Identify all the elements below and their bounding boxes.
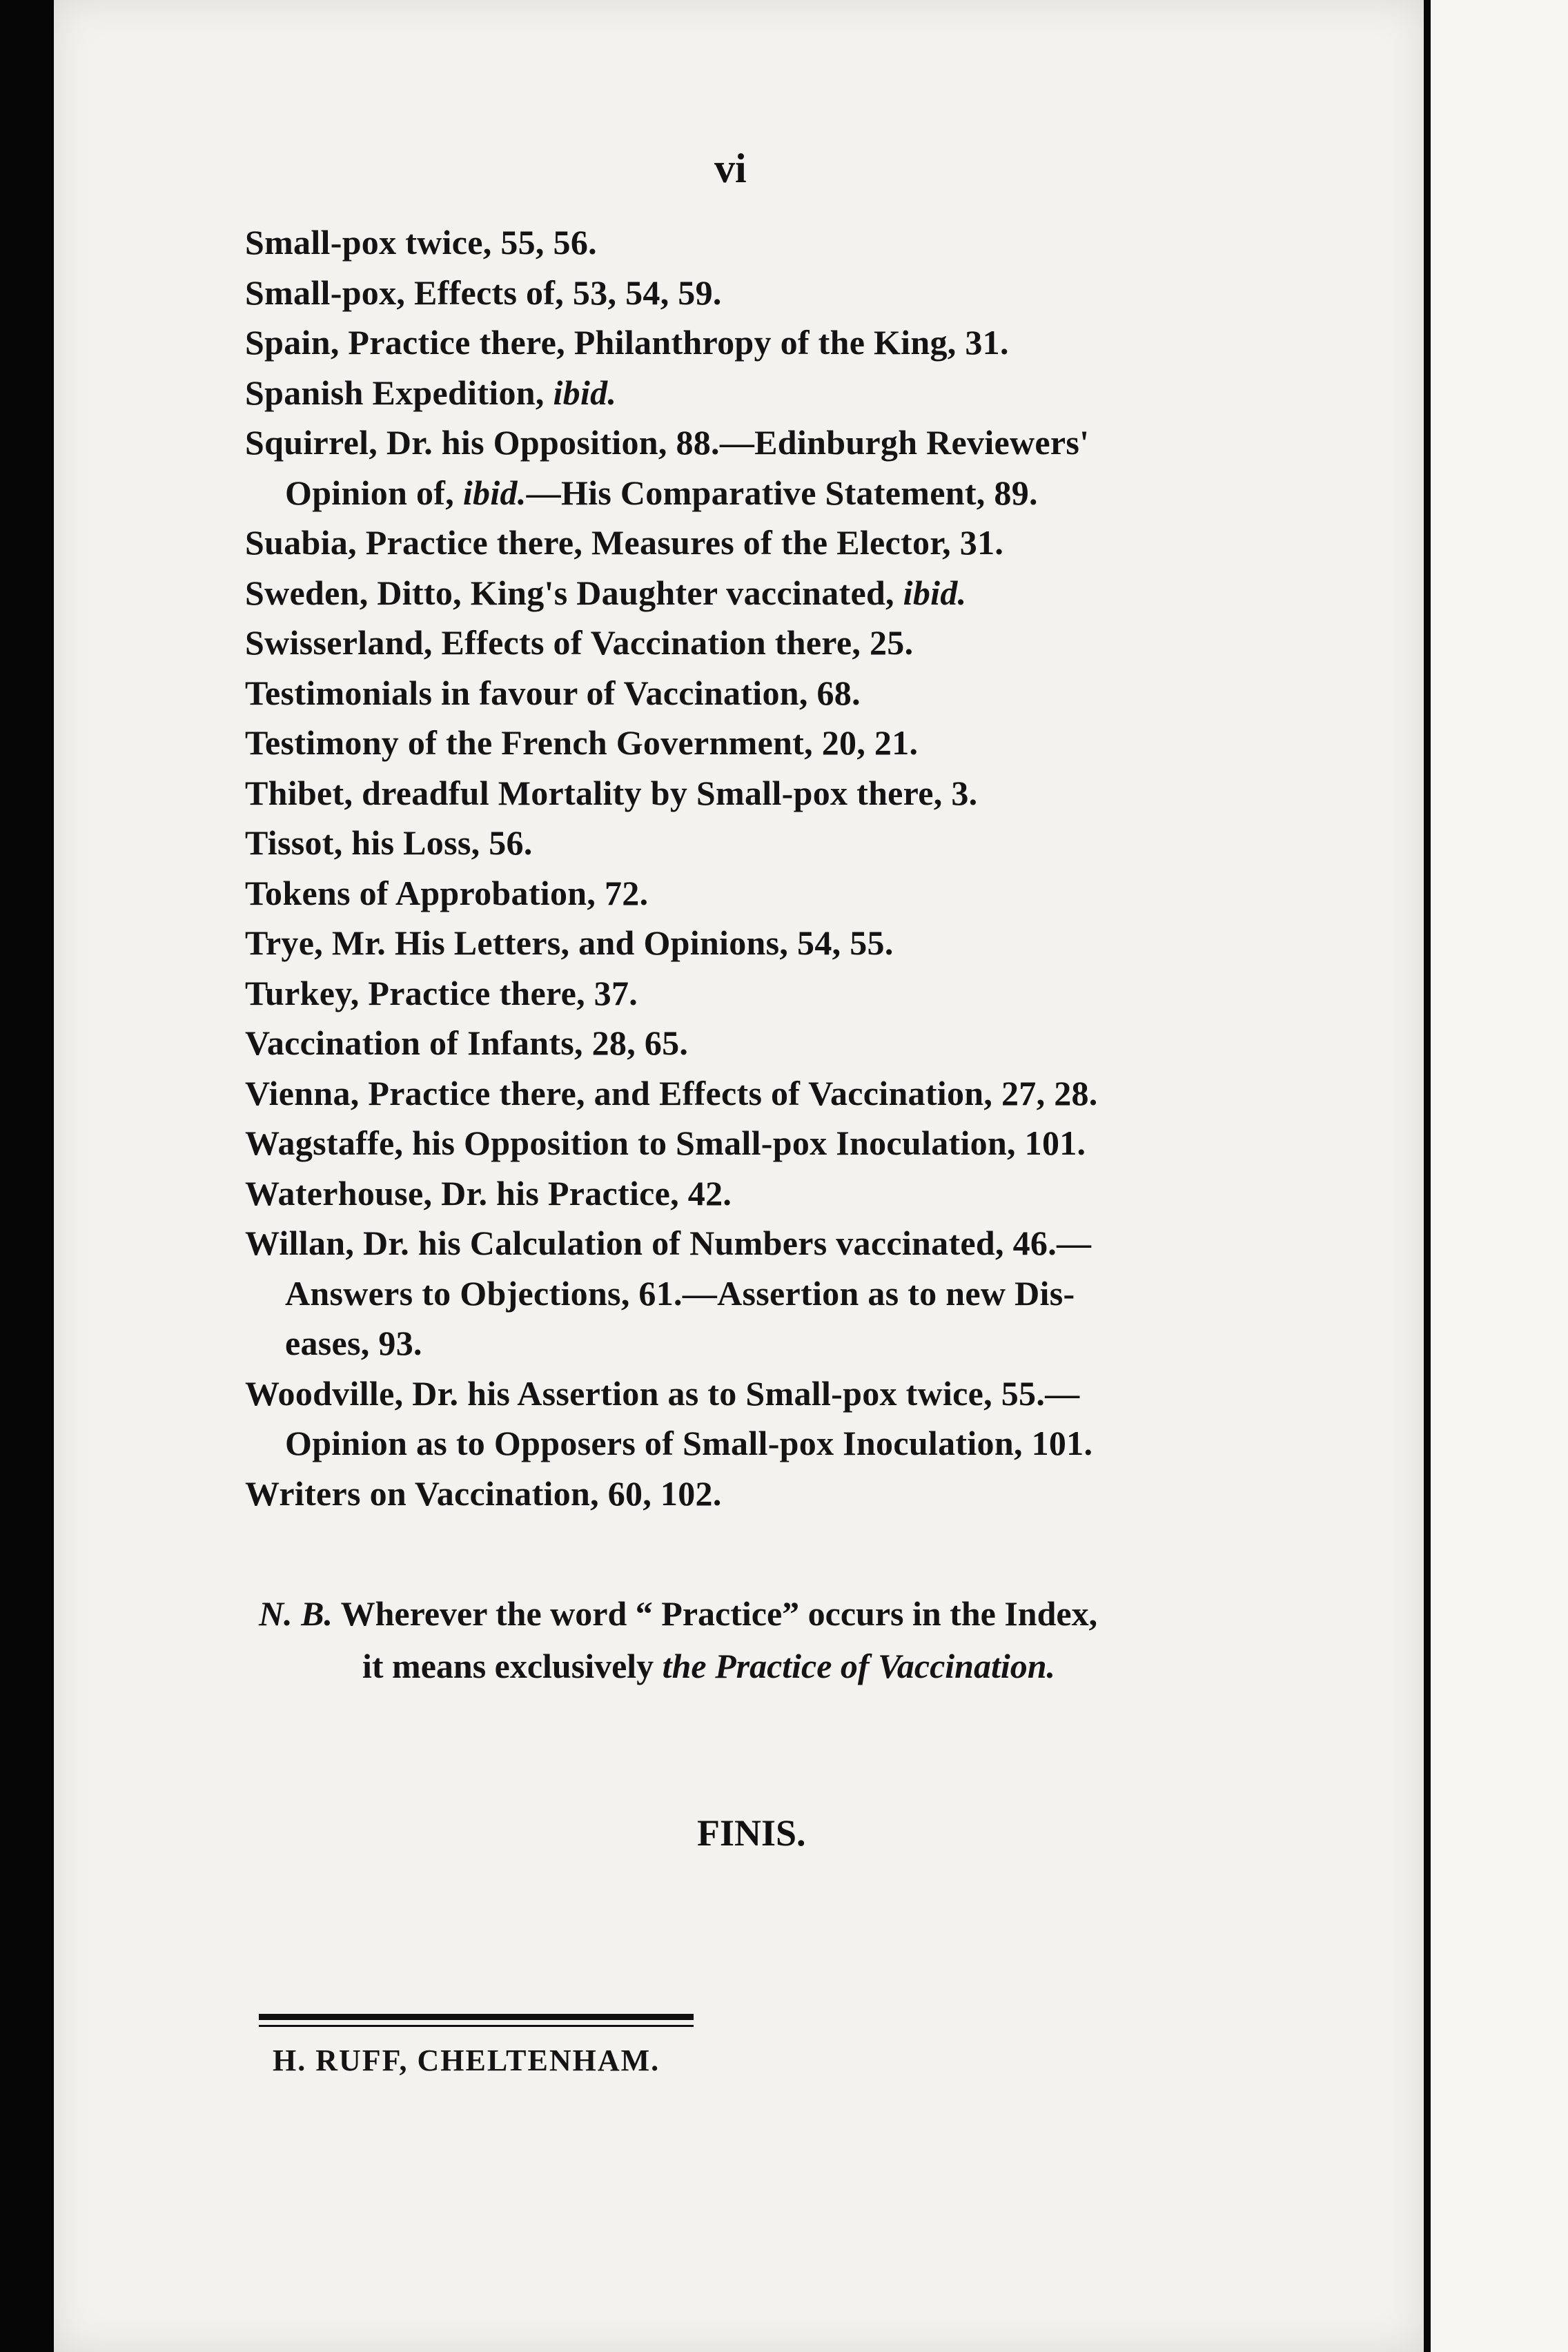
- note-label: N. B.: [259, 1594, 333, 1633]
- scan-left-margin: [0, 0, 54, 2352]
- index-entry: Turkey, Practice there, 37.: [245, 973, 638, 1012]
- adjacent-page-edge: [1424, 0, 1568, 2352]
- index-entry: Tokens of Approbation, 72.: [245, 873, 649, 912]
- index-entry: Small-pox twice, 55, 56.: [245, 223, 597, 262]
- index-entry: Testimony of the French Government, 20, 21.: [245, 723, 919, 762]
- index-entry: Writers on Vaccination, 60, 102.: [245, 1473, 722, 1513]
- index-entry: Thibet, dreadful Mortality by Small-pox there, 3.: [245, 773, 978, 812]
- printer-imprint: H. RUFF, CHELTENHAM.: [273, 2044, 660, 2077]
- index-entry: Woodville, Dr. his Assertion as to Small-pox twice, 55.— Opinion as to Opposers of Small-pox Inoculation, 101.: [245, 1369, 1294, 1469]
- index-entry: Willan, Dr. his Calculation of Numbers vaccinated, 46.— Answers to Objections, 61.—Assertion as to new Dis- eases, 93.: [245, 1218, 1294, 1369]
- index-entry: Testimonials in favour of Vaccination, 68.: [245, 673, 861, 712]
- index-entry: Trye, Mr. His Letters, and Opinions, 54, 55.: [245, 923, 894, 962]
- index-entry: Tissot, his Loss, 56.: [245, 823, 533, 862]
- index-entry: Squirrel, Dr. his Opposition, 88.—Edinburgh Reviewers' Opinion of, ibid.—His Comparative Statement, 89.: [245, 418, 1294, 518]
- index-entry-continuation: Answers to Objections, 61.—Assertion as to new Dis-: [285, 1273, 1075, 1313]
- index-entries: [245, 217, 1294, 1518]
- index-entry: Swisserland, Effects of Vaccination there, 25.: [245, 623, 914, 662]
- index-entry: Spain, Practice there, Philanthropy of the King, 31.: [245, 323, 1009, 362]
- printer-rule-thick: [259, 2014, 694, 2020]
- index-entry: Small-pox, Effects of, 53, 54, 59.: [245, 273, 722, 312]
- index-entry-continuation: Opinion as to Opposers of Small-pox Inoculation, 101.: [285, 1424, 1093, 1462]
- index-entry: Suabia, Practice there, Measures of the Elector, 31.: [245, 523, 1004, 562]
- index-entry: Vaccination of Infants, 28, 65.: [245, 1023, 689, 1062]
- finis-heading: FINIS.: [697, 1812, 806, 1854]
- note-line-2: it means exclusively the Practice of Vaccination.: [362, 1647, 1056, 1685]
- index-entry: Sweden, Ditto, King's Daughter vaccinated, ibid.: [245, 573, 967, 612]
- index-entry: Wagstaffe, his Opposition to Small-pox Inoculation, 101.: [245, 1124, 1086, 1162]
- index-entry: Vienna, Practice there, and Effects of Vaccination, 27, 28.: [245, 1073, 1098, 1113]
- page-number: vi: [714, 146, 747, 191]
- index-entry-continuation: Opinion of, ibid.—His Comparative Statement, 89.: [285, 473, 1038, 512]
- printer-rule-thin: [259, 2025, 694, 2027]
- index-entry-continuation: eases, 93.: [285, 1324, 422, 1362]
- index-entry: Waterhouse, Dr. his Practice, 42.: [245, 1173, 732, 1213]
- index-note: N. B. Wherever the word “ Practice” occurs in the Index, it means exclusively the Practice of Vaccination.: [259, 1587, 1294, 1692]
- index-entry: Spanish Expedition, ibid.: [245, 373, 617, 412]
